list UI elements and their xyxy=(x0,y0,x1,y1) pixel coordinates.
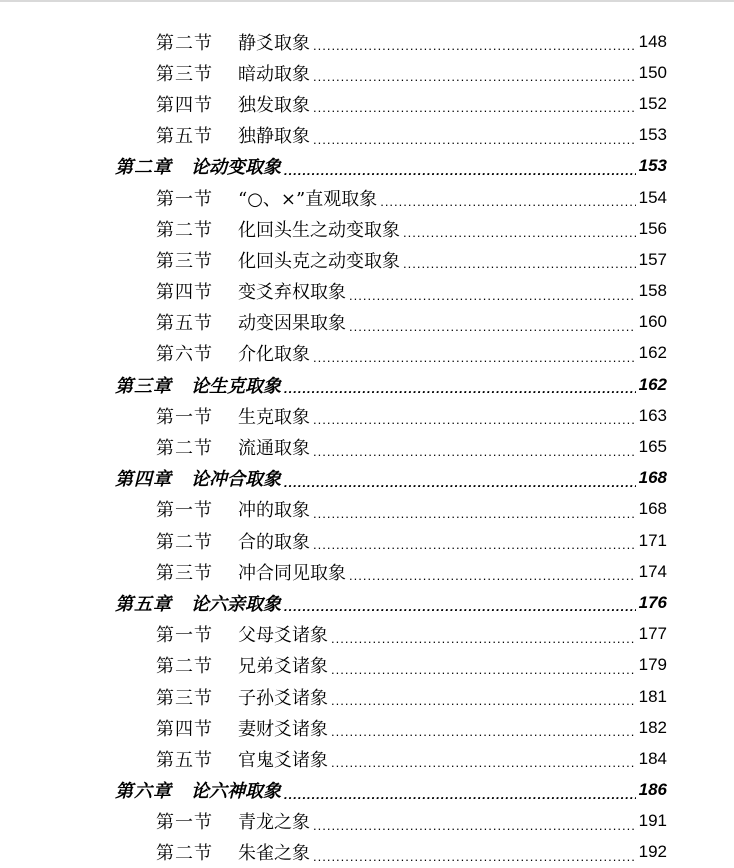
dot-leader xyxy=(313,38,636,53)
toc-chapter-entry[interactable] xyxy=(0,587,734,618)
toc-chapter-entry[interactable] xyxy=(0,463,734,494)
toc-section-entry[interactable] xyxy=(0,120,734,151)
toc-section-entry[interactable] xyxy=(0,400,734,431)
toc-section-entry[interactable] xyxy=(0,619,734,650)
toc-entry-title: 流通取象 xyxy=(238,438,310,460)
page-top-border xyxy=(0,0,734,2)
toc-entry-page: 148 xyxy=(638,31,667,51)
toc-entry-number: 第二节 xyxy=(156,32,213,54)
toc-section-entry[interactable] xyxy=(0,712,734,743)
toc-section-entry[interactable] xyxy=(0,837,734,868)
toc-section-entry[interactable] xyxy=(0,681,734,712)
toc-entry-title: 兄弟爻诸象 xyxy=(238,656,328,678)
toc-entry-title: 朱雀之象 xyxy=(238,843,310,865)
toc-entry-page: 153 xyxy=(638,156,667,176)
toc-entry-number: 第二节 xyxy=(156,219,213,241)
toc-entry-title: 父母爻诸象 xyxy=(238,625,328,647)
toc-entry-page: 186 xyxy=(638,780,667,800)
toc-section-entry[interactable] xyxy=(0,26,734,57)
toc-entry-title: 独发取象 xyxy=(238,94,310,116)
toc-entry-page: 177 xyxy=(638,624,667,644)
dot-leader xyxy=(313,537,636,552)
toc-entry-title: 生克取象 xyxy=(238,406,310,428)
toc-section-entry[interactable] xyxy=(0,806,734,837)
toc-entry-page: 162 xyxy=(638,374,667,394)
dot-leader xyxy=(349,319,636,334)
toc-entry-number: 第二节 xyxy=(156,438,213,460)
toc-chapter-entry[interactable] xyxy=(0,775,734,806)
dot-leader xyxy=(403,256,636,271)
toc-entry-number: 第四章 xyxy=(115,469,172,491)
toc-entry-number: 第四节 xyxy=(156,94,213,116)
dot-leader xyxy=(313,69,636,84)
toc-entry-page: 192 xyxy=(638,842,667,862)
toc-entry-page: 150 xyxy=(638,62,667,82)
toc-entry-title: 妻财爻诸象 xyxy=(238,718,328,740)
toc-entry-page: 168 xyxy=(638,468,667,488)
dot-leader xyxy=(284,475,636,490)
toc-entry-number: 第三节 xyxy=(156,687,213,709)
toc-section-entry[interactable] xyxy=(0,276,734,307)
toc-entry-title: 论冲合取象 xyxy=(191,469,281,491)
toc-entry-page: 156 xyxy=(638,218,667,238)
toc-section-entry[interactable] xyxy=(0,556,734,587)
toc-entry-page: 182 xyxy=(638,717,667,737)
toc-entry-number: 第四节 xyxy=(156,282,213,304)
toc-entry-number: 第六节 xyxy=(156,344,213,366)
toc-entry-title: 合的取象 xyxy=(238,531,310,553)
toc-entry-page: 157 xyxy=(638,249,667,269)
toc-entry-number: 第一节 xyxy=(156,406,213,428)
toc-entry-page: 168 xyxy=(638,499,667,519)
toc-entry-page: 152 xyxy=(638,93,667,113)
toc-entry-number: 第一节 xyxy=(156,500,213,522)
toc-entry-page: 153 xyxy=(638,125,667,145)
toc-entry-title: 论生克取象 xyxy=(191,375,281,397)
dot-leader xyxy=(349,288,636,303)
toc-entry-title: “○、×”直观取象 xyxy=(238,188,378,210)
toc-section-entry[interactable] xyxy=(0,338,734,369)
toc-entry-title: 官鬼爻诸象 xyxy=(238,749,328,771)
dot-leader xyxy=(313,506,636,521)
toc-entry-title: 暗动取象 xyxy=(238,63,310,85)
toc-entry-number: 第五节 xyxy=(156,749,213,771)
toc-entry-page: 179 xyxy=(638,655,667,675)
toc-chapter-entry[interactable] xyxy=(0,369,734,400)
toc-entry-title: 静爻取象 xyxy=(238,32,310,54)
toc-entry-title: 子孙爻诸象 xyxy=(238,687,328,709)
toc-entry-number: 第二章 xyxy=(115,157,172,179)
toc-entry-number: 第三节 xyxy=(156,562,213,584)
dot-leader xyxy=(313,818,636,833)
toc-entry-title: 冲合同见取象 xyxy=(238,562,346,584)
dot-leader xyxy=(313,849,636,864)
toc-entry-title: 青龙之象 xyxy=(238,812,310,834)
dot-leader xyxy=(313,132,636,147)
toc-section-entry[interactable] xyxy=(0,244,734,275)
toc-entry-number: 第三节 xyxy=(156,250,213,272)
toc-entry-title: 变爻弃权取象 xyxy=(238,282,346,304)
toc-section-entry[interactable] xyxy=(0,525,734,556)
toc-section-entry[interactable] xyxy=(0,743,734,774)
toc-entry-title: 化回头克之动变取象 xyxy=(238,250,400,272)
toc-entry-page: 174 xyxy=(638,561,667,581)
toc-section-entry[interactable] xyxy=(0,88,734,119)
dot-leader xyxy=(331,693,636,708)
toc-entry-page: 176 xyxy=(638,592,667,612)
toc-entry-number: 第三章 xyxy=(115,375,172,397)
toc-entry-number: 第五节 xyxy=(156,126,213,148)
toc-section-entry[interactable] xyxy=(0,307,734,338)
toc-entry-number: 第一节 xyxy=(156,812,213,834)
toc-entry-page: 184 xyxy=(638,748,667,768)
toc-entry-page: 171 xyxy=(638,530,667,550)
toc-entry-title: 独静取象 xyxy=(238,126,310,148)
dot-leader xyxy=(313,444,636,459)
toc-entry-title: 论六亲取象 xyxy=(191,593,281,615)
toc-entry-number: 第二节 xyxy=(156,531,213,553)
toc-section-entry[interactable] xyxy=(0,650,734,681)
dot-leader xyxy=(331,755,636,770)
dot-leader xyxy=(313,350,636,365)
toc-entry-title: 动变因果取象 xyxy=(238,313,346,335)
toc-entry-title: 论动变取象 xyxy=(191,157,281,179)
toc-section-entry[interactable] xyxy=(0,213,734,244)
dot-leader xyxy=(380,194,635,209)
toc-entry-title: 论六神取象 xyxy=(191,781,281,803)
toc-entry-number: 第四节 xyxy=(156,718,213,740)
toc-section-entry[interactable] xyxy=(0,494,734,525)
toc-entry-number: 第三节 xyxy=(156,63,213,85)
dot-leader xyxy=(349,568,636,583)
toc-entry-number: 第五节 xyxy=(156,313,213,335)
toc-entry-number: 第五章 xyxy=(115,593,172,615)
toc-entry-number: 第六章 xyxy=(115,781,172,803)
dot-leader xyxy=(331,724,636,739)
toc-entry-title: 介化取象 xyxy=(238,344,310,366)
toc-entry-number: 第一节 xyxy=(156,188,213,210)
dot-leader xyxy=(284,381,636,396)
toc-section-entry[interactable] xyxy=(0,182,734,213)
toc-entry-page: 165 xyxy=(638,437,667,457)
dot-leader xyxy=(313,100,636,115)
toc-entry-number: 第二节 xyxy=(156,656,213,678)
dot-leader xyxy=(284,163,636,178)
dot-leader xyxy=(284,599,636,614)
dot-leader xyxy=(331,662,636,677)
toc-chapter-entry[interactable] xyxy=(0,151,734,182)
toc-entry-page: 163 xyxy=(638,405,667,425)
toc-entry-number: 第一节 xyxy=(156,625,213,647)
dot-leader xyxy=(313,412,636,427)
toc-entry-number: 第二节 xyxy=(156,843,213,865)
dot-leader xyxy=(403,225,636,240)
dot-leader xyxy=(284,787,636,802)
dot-leader xyxy=(331,631,636,646)
toc-section-entry[interactable] xyxy=(0,431,734,462)
toc-entry-page: 158 xyxy=(638,281,667,301)
toc-entry-page: 162 xyxy=(638,343,667,363)
toc-entry-page: 181 xyxy=(638,686,667,706)
toc-section-entry[interactable] xyxy=(0,57,734,88)
toc-entry-page: 191 xyxy=(638,811,667,831)
toc-entry-title: 冲的取象 xyxy=(238,500,310,522)
toc-entry-page: 160 xyxy=(638,312,667,332)
table-of-contents xyxy=(0,26,734,868)
toc-entry-page: 154 xyxy=(638,187,667,207)
toc-entry-title: 化回头生之动变取象 xyxy=(238,219,400,241)
